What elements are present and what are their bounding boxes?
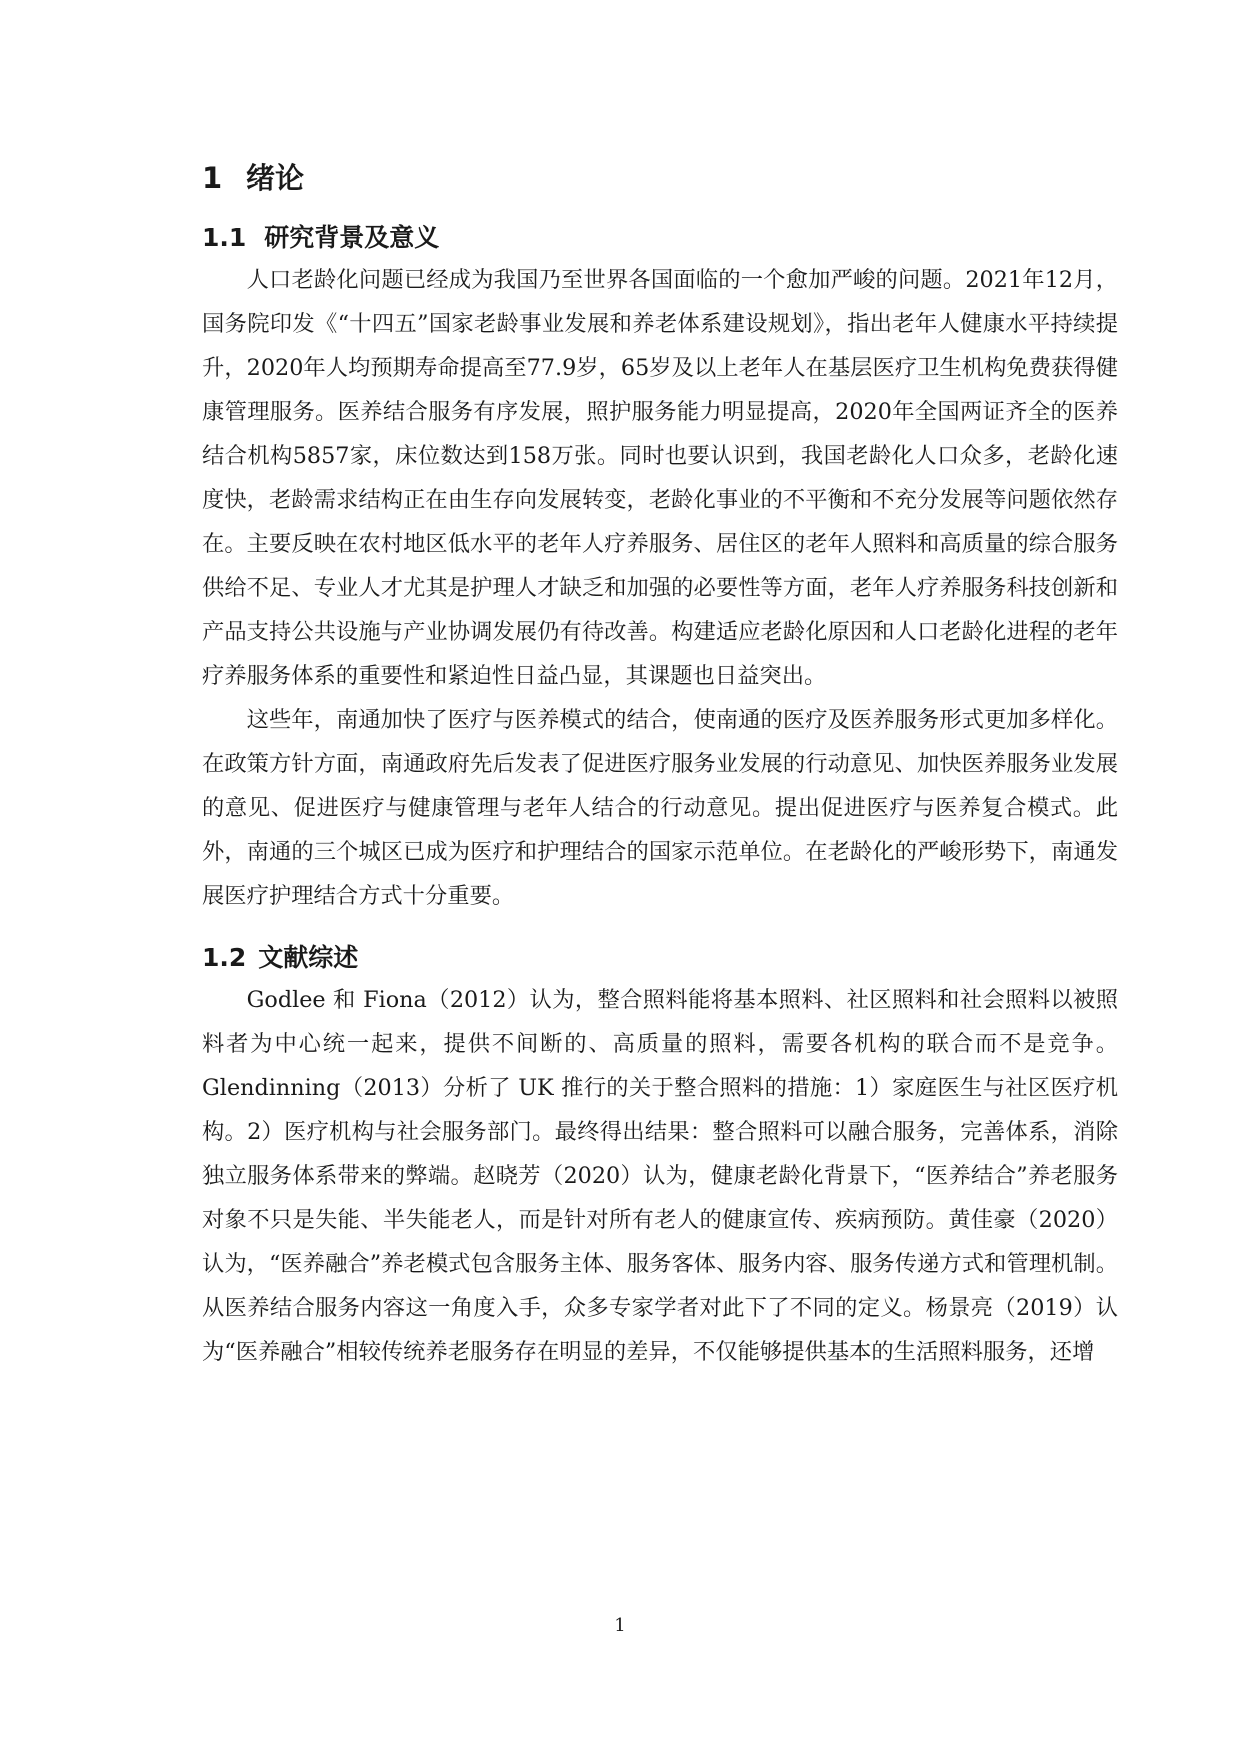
section-title: 研究背景及意义 [264,223,440,252]
paragraph: Godlee 和 Fiona（2012）认为，整合照料能将基本照料、社区照料和社会照料以被照料者为中心统一起来，提供不间断的、高质量的照料，需要各机构的联合而不是竞争。Glendinning（2013）分析了 UK 推行的关于整合照料的措施：1）家庭医生与社区医疗机构。2）医疗机构与社会服务部门。最终得出结果：整合照料可以融合服务，完善体系，消除独立服务体系带来的弊端。赵晓芳（2020）认为，健康老龄化背景下，“医养结合”养老服务对象不只是失能、半失能老人，而是针对所有老人的健康宣传、疾病预防。黄佳豪（2020）认为，“医养融合”养老模式包含服务主体、服务客体、服务内容、服务传递方式和管理机制。从医养结合服务内容这一角度入手，众多专家学者对此下了不同的定义。杨景亮（2019）认为“医养融合”相较传统养老服务存在明显的差异，不仅能够提供基本的生活照料服务，还增 [202,987,1118,1365]
section-heading-1-2 [202,938,1118,978]
section-title: 文献综述 [258,943,359,972]
chapter-number: 1 [202,161,223,195]
page-number: 1 [614,1615,626,1636]
section-spacer [202,918,1118,938]
paragraph: 人口老龄化问题已经成为我国乃至世界各国面临的一个愈加严峻的问题。2021年12月，国务院印发《“十四五”国家老龄事业发展和养老体系建设规划》，指出老年人健康水平持续提升，2020年人均预期寿命提高至77.9岁，65岁及以上老年人在基层医疗卫生机构免费获得健康管理服务。医养结合服务有序发展，照护服务能力明显提高，2020年全国两证齐全的医养结合机构5857家，床位数达到158万张。同时也要认识到，我国老龄化人口众多，老龄化速度快，老龄需求结构正在由生存向发展转变，老龄化事业的不平衡和不充分发展等问题依然存在。主要反映在农村地区低水平的老年人疗养服务、居住区的老年人照料和高质量的综合服务供给不足、专业人才尤其是护理人才缺乏和加强的必要性等方面，老年人疗养服务科技创新和产品支持公共设施与产业协调发展仍有待改善。构建适应老龄化原因和人口老龄化进程的老年疗养服务体系的重要性和紧迫性日益凸显，其课题也日益突出。 [202,267,1118,689]
page-content [202,158,1118,1374]
section-number: 1.2 [202,943,247,972]
section-heading-1-1 [202,218,1118,258]
chapter-title: 绪论 [246,161,305,195]
paragraph: 这些年，南通加快了医疗与医养模式的结合，使南通的医疗及医养服务形式更加多样化。在政策方针方面，南通政府先后发表了促进医疗服务业发展的行动意见、加快医养服务业发展的意见、促进医疗与健康管理与老年人结合的行动意见。提出促进医疗与医养复合模式。此外，南通的三个城区已成为医疗和护理结合的国家示范单位。在老龄化的严峻形势下，南通发展医疗护理结合方式十分重要。 [202,707,1118,909]
chapter-heading [202,158,1118,198]
section-number: 1.1 [202,223,247,252]
